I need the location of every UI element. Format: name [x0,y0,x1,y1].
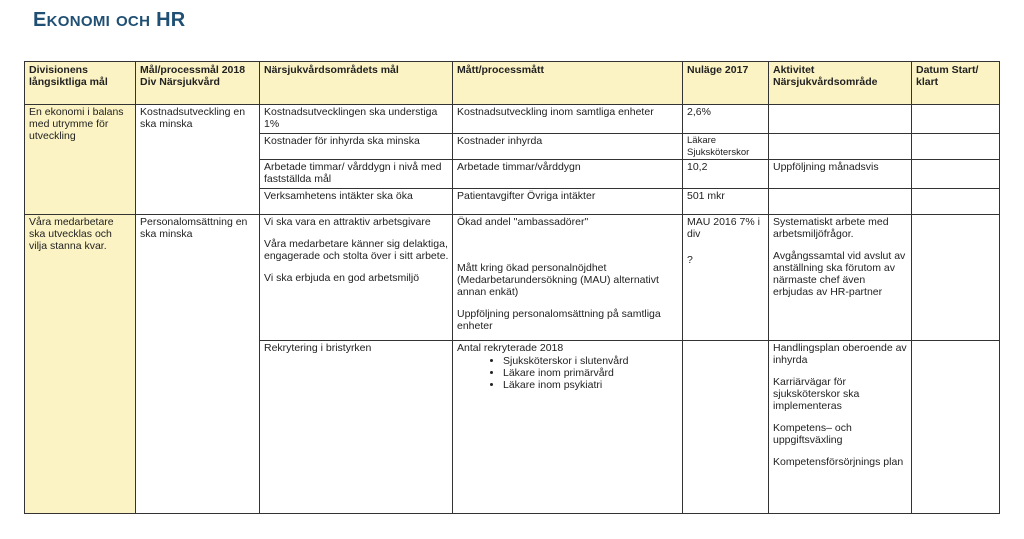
cell-aktivitet [769,189,912,215]
header-divisionens-mal: Divisionens långsiktliga mål [25,62,136,105]
nulage-unknown: ? [687,254,693,266]
cell-datum [912,341,1000,514]
akt-karriarvagar: Karriärvägar för sjuksköterskor ska implementeras [773,376,860,412]
cell-mal: Kostnader för inhyrda ska minska [260,134,453,160]
header-aktivitet: Aktivitet Närsjukvårdsområde [769,62,912,105]
cell-aktivitet [769,341,912,514]
cell-matt: Kostnader inhyrda [453,134,683,160]
header-processmal: Mål/processmål 2018 Div Närsjukvård [136,62,260,105]
matt-personalnojdhet: Mått kring ökad personalnöjdhet (Medarbetarundersökning (MAU) alternativt annan enkät) [457,262,659,298]
nulage-mau: MAU 2016 7% i div [687,216,760,240]
cell-mal: Kostnadsutvecklingen ska understiga 1% [260,105,453,134]
cell-mal [260,215,453,341]
header-row [25,62,1000,105]
cell-datum [912,160,1000,189]
cell-datum [912,189,1000,215]
mal-attraktiv: Vi ska vara en attraktiv arbetsgivare [264,216,431,228]
akt-systematiskt: Systematiskt arbete med arbetsmiljöfrågor. [773,216,889,240]
cell-aktivitet [769,105,912,134]
akt-kompetensforsorjning: Kompetensförsörjnings plan [773,456,904,468]
list-item: • Sjuksköterskor i slutenvård [503,355,679,367]
cell-matt [453,215,683,341]
cell-nulage: 501 mkr [683,189,769,215]
matt-personalomsattning: Uppföljning personalomsättning på samtliga enheter [457,308,661,332]
cell-mal: Arbetade timmar/ vårddygn i nivå med fastställda mål [260,160,453,189]
matt-ambassadorer: Ökad andel "ambassadörer" [457,216,589,228]
cell-aktivitet [769,134,912,160]
recruit-list [457,355,679,391]
table-row [25,215,1000,341]
akt-handlingsplan: Handlingsplan oberoende av inhyrda [773,342,907,366]
cell-nulage [683,341,769,514]
vision-goal-economy: En ekonomi i balans med utrymme för utveckling [25,105,136,215]
list-item: • Läkare inom primärvård [503,367,679,379]
cell-mal: Verksamhetens intäkter ska öka [260,189,453,215]
cell-aktivitet: Uppföljning månadsvis [769,160,912,189]
cell-matt [453,341,683,514]
header-matt: Mått/processmått [453,62,683,105]
header-nulage: Nuläge 2017 [683,62,769,105]
cell-matt: Kostnadsutveckling inom samtliga enheter [453,105,683,134]
cell-datum [912,105,1000,134]
cell-datum [912,215,1000,341]
cell-datum [912,134,1000,160]
mal-delaktiga: Våra medarbetare känner sig delaktiga, engagerade och stolta över i sitt arbete. [264,238,449,262]
process-goal-turnover: Personalomsättning en ska minska [136,215,260,514]
goals-table [24,61,1000,514]
vision-goal-staff: Våra medarbetare ska utvecklas och vilja stanna kvar. [25,215,136,514]
cell-aktivitet [769,215,912,341]
mal-arbetsmiljo: Vi ska erbjuda en god arbetsmiljö [264,272,420,284]
page-title: EKONOMI OCH HR [33,9,186,31]
cell-mal: Rekrytering i bristyrken [260,341,453,514]
matt-rekryterade: Antal rekryterade 2018 [457,342,564,354]
cell-nulage: 10,2 [683,160,769,189]
akt-kompetensvaxling: Kompetens– och uppgiftsväxling [773,422,852,446]
cell-nulage: Läkare Sjuksköterskor [683,134,769,160]
cell-matt: Arbetade timmar/vårddygn [453,160,683,189]
cell-nulage: 2,6% [683,105,769,134]
process-goal-cost: Kostnadsutveckling en ska minska [136,105,260,215]
akt-avgangssamtal: Avgångssamtal vid avslut av anställning ska förutom av närmaste chef även erbjudas av HR-partner [773,250,906,298]
cell-nulage [683,215,769,341]
table-row [25,105,1000,134]
header-narsjukvardsomradets-mal: Närsjukvårdsområdets mål [260,62,453,105]
header-datum: Datum Start/ klart [912,62,1000,105]
cell-matt: Patientavgifter Övriga intäkter [453,189,683,215]
list-item: • Läkare inom psykiatri [503,379,679,391]
